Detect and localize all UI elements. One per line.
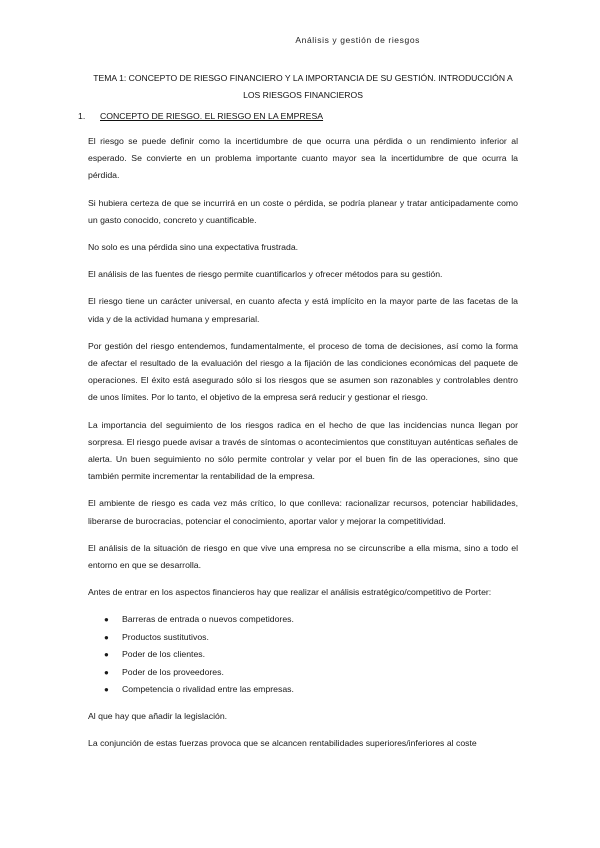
bullet-icon: ● — [104, 667, 109, 677]
paragraph: Por gestión del riesgo entendemos, fundamentalmente, el proceso de toma de decisiones, así como la forma de afectar el resultado de la evaluación del riesgo a la fijación de las condiciones económicas del paquete de operaciones. El éxito está asegurado sólo si los riesgos que se asumen son razonables y controlables dentro de unos límites. Por lo tanto, el objetivo de la empresa será reducir y gestionar el riesgo. — [88, 340, 518, 403]
paragraph: El ambiente de riesgo es cada vez más crítico, lo que conlleva: racionalizar recursos, potenciar habilidades, liberarse de burocracias, potenciar el conocimiento, aportar valor y mejorar la competitividad. — [88, 498, 518, 526]
list-item: ● Poder de los proveedores. — [88, 664, 518, 681]
topic-title: TEMA 1: CONCEPTO DE RIESGO FINANCIERO Y LA IMPORTANCIA DE SU GESTIÓN. INTRODUCCIÓN A LOS RIESGOS FINANCIEROS — [93, 73, 513, 100]
bullet-icon: ● — [104, 650, 109, 660]
bullet-icon: ● — [104, 685, 109, 695]
paragraph: El análisis de la situación de riesgo en que vive una empresa no se circunscribe a ella misma, sino a todo el entorno en que se desarrolla. — [88, 542, 518, 571]
section-title: CONCEPTO DE RIESGO. EL RIESGO EN LA EMPRESA — [100, 111, 324, 121]
paragraph: La importancia del seguimiento de los riesgos radica en el hecho de que las incidencias nunca llegan por sorpresa. El riesgo puede avisar a través de síntomas o acontecimientos que constituyan auténticas señales de alerta. Un buen seguimiento no sólo permite controlar y velar por el buen fin de las operaciones, sino que también permite incrementar la rentabilidad de la empresa. — [88, 419, 518, 482]
paragraph: El riesgo tiene un carácter universal, en cuanto afecta y está implícito en la mayor parte de las facetas de la vida y de la actividad humana y empresarial. — [88, 296, 518, 324]
paragraph: No solo es una pérdida sino una expectativa frustrada. — [88, 242, 299, 253]
list-item: ● Barreras de entrada o nuevos competidores. — [88, 611, 518, 628]
paragraph: Al que hay que añadir la legislación. — [88, 710, 228, 721]
list-item: ● Competencia o rivalidad entre las empresas. — [88, 681, 518, 698]
paragraph: Si hubiera certeza de que se incurrirá en un coste o pérdida, se podría planear y tratar anticipadamente como un gasto conocido, concreto y cuantificable. — [88, 197, 518, 225]
porter-forces-list — [88, 611, 518, 698]
paragraph: Antes de entrar en los aspectos financieros hay que realizar el análisis estratégico/competitivo de Porter: — [88, 587, 492, 598]
paragraph: El riesgo se puede definir como la incertidumbre de que ocurra una pérdida o un rendimiento inferior al esperado. Se convierte en un problema importante cuanto mayor sea la incertidumbre de que ocurra la pérdida. — [88, 136, 518, 181]
paragraph: La conjunción de estas fuerzas provoca que se alcancen rentabilidades superiores/inferiores al coste — [88, 737, 477, 748]
bullet-icon: ● — [104, 632, 109, 642]
list-item: ● Poder de los clientes. — [88, 646, 518, 663]
paragraph: El análisis de las fuentes de riesgo permite cuantificarlos y ofrecer métodos para su gestión. — [88, 269, 443, 280]
bullet-icon: ● — [104, 615, 109, 625]
document-body — [88, 133, 518, 762]
list-item: ● Productos sustitutivos. — [88, 629, 518, 646]
section-number: 1. — [78, 111, 86, 121]
running-header: Análisis y gestión de riesgos — [295, 35, 420, 45]
section-heading — [78, 111, 323, 121]
